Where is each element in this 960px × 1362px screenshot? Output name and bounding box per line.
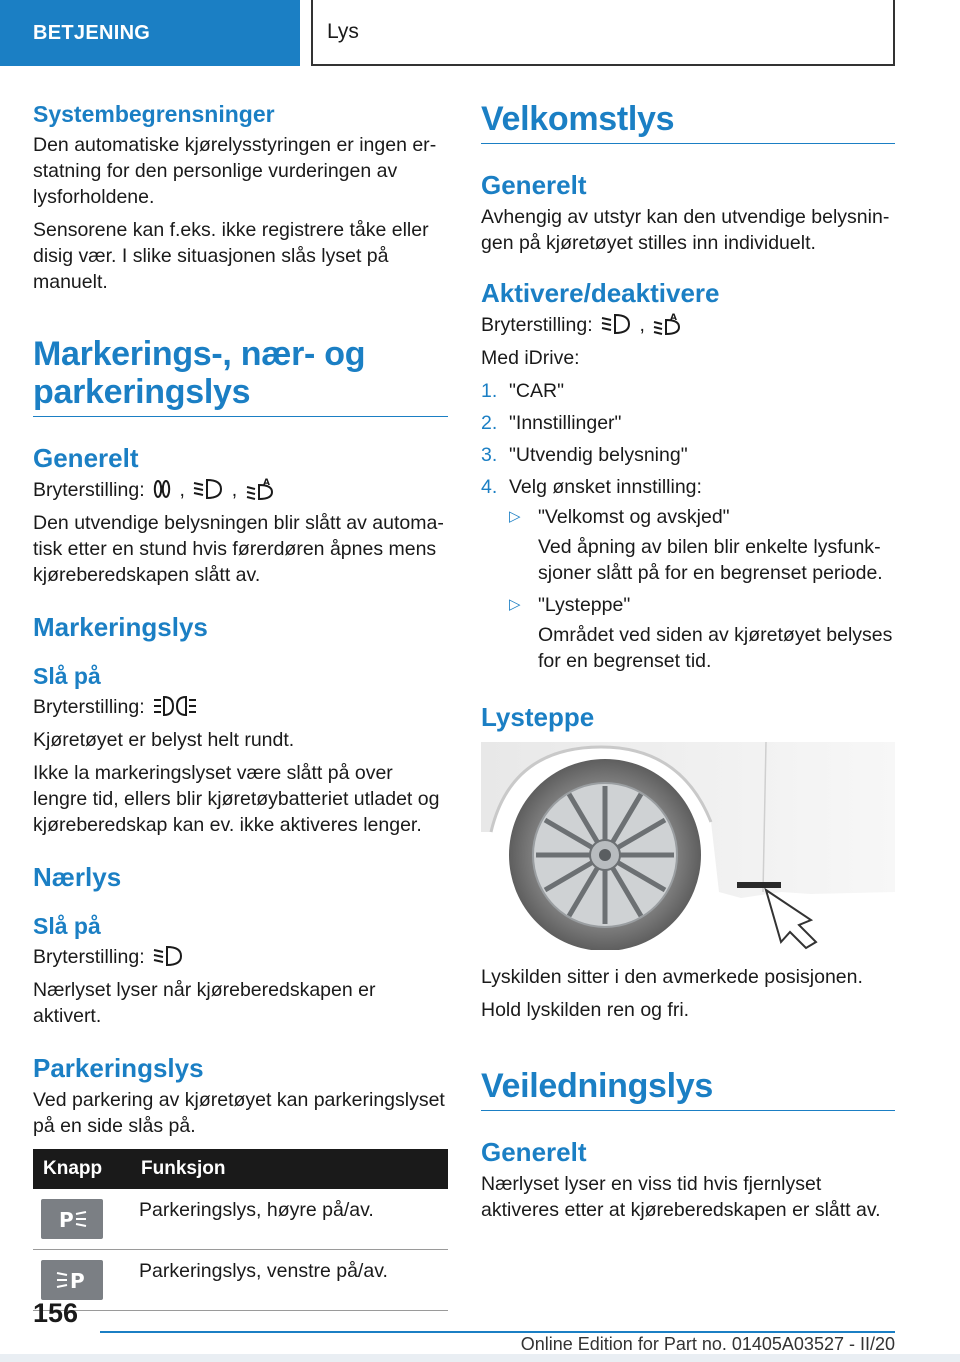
paragraph: Den automatiske kjørelysstyringen er ingen erstatning for den personlige vurderingen av lysforholdene. (33, 134, 437, 208)
list-item: ▷ "Velkomst og avskjed" Ved åpning av bilen blir enkelte lysfunksjoner slått på for en begrenset periode. (509, 506, 883, 584)
light-switch-off-icon (153, 478, 171, 500)
svg-text:P: P (59, 1208, 74, 1232)
auto-light-icon (653, 313, 683, 335)
triangle-bullet-icon: ▷ (509, 508, 521, 525)
parking-lights-table (33, 1149, 448, 1311)
paragraph: Sensorene kan f.eks. ikke registrere tåke eller disig vær. I slike situasjonen slås lyset på manuelt. (33, 219, 429, 293)
heading-generelt: Generelt (481, 170, 587, 200)
table-header-funksjon: Funksjon (131, 1149, 448, 1189)
switch-label: Bryterstilling: (33, 479, 145, 501)
paragraph: Avhengig av utstyr kan den utvendige belysningen på kjøretøyet stilles inn individuelt. (481, 206, 890, 254)
switch-position-line (33, 944, 448, 970)
switch-position-line: Bryterstilling: , A (481, 312, 895, 338)
heading-parkeringslys: Parkeringslys (33, 1053, 204, 1083)
footer-divider (100, 1331, 895, 1333)
heading-lysteppe: Lysteppe (481, 702, 595, 732)
chapter-title: Lys (311, 0, 895, 66)
right-column (481, 100, 895, 1223)
page-number: 156 (33, 1298, 79, 1328)
parking-right-button-icon (41, 1199, 103, 1239)
heading-markeringslys: Markeringslys (33, 612, 208, 642)
auto-light-icon (246, 478, 276, 500)
svg-text:A: A (670, 313, 678, 323)
low-beam-icon (193, 478, 223, 500)
heading-veiledningslys: Veiledningslys (481, 1067, 895, 1111)
list-item: 1. "CAR" (481, 380, 565, 402)
switch-position-line: Bryterstilling: , , A (33, 477, 448, 503)
list-item: ▷ "Lysteppe" Området ved siden av kjøretøyet belyses for en begrenset tid. (509, 594, 893, 672)
table-header-knapp: Knapp (33, 1149, 131, 1189)
options-list (509, 504, 895, 680)
heading-aktivere-deaktivere: Aktivere/deaktivere (481, 278, 720, 308)
left-column (33, 100, 448, 1311)
footer-bar (0, 1354, 960, 1362)
heading-sla-pa: Slå på (33, 663, 101, 689)
parking-lights-icon (153, 695, 197, 717)
paragraph: Den utvendige belysningen blir slått av automatisk etter en stund hvis førerdøren åpnes mens kjøreberedskapen slått av. (33, 512, 444, 586)
low-beam-icon (601, 313, 631, 335)
table-cell-function: Parkeringslys, høyre på/av. (131, 1189, 448, 1250)
parking-left-button-icon (41, 1260, 103, 1300)
low-beam-icon (153, 945, 183, 967)
heading-naerlys: Nærlys (33, 862, 122, 892)
list-item: 4. Velg ønsket innstilling: ▷ "Velkomst og avskjed" Ved åpning av bilen blir enkelte lysfunksjoner slått på for en begrenset periode. ▷ "Lysteppe" Området ved siden av kjøretøyet belyses for en begrenset tid. (481, 474, 895, 680)
paragraph: Nærlyset lyser når kjøreberedskapen er aktivert. (33, 979, 376, 1027)
paragraph: Nærlyset lyser en viss tid hvis fjernlyset aktiveres etter at kjøreberedskapen er slått av. (481, 1173, 881, 1221)
list-item: 3. "Utvendig belysning" (481, 444, 688, 466)
paragraph: Ikke la markeringslyset være slått på over lengre tid, ellers blir kjøretøybatteriet utladet og kjøreberedskap kan ev. ikke aktiveres lenger. (33, 762, 440, 836)
paragraph: Ved parkering av kjøretøyet kan parkeringslyset på en side slås på. (33, 1089, 445, 1137)
heading-generelt: Generelt (33, 443, 139, 473)
edition-note: Online Edition for Part no. 01405A03527 - II/20 (520, 1334, 895, 1354)
heading-systembegrensninger: Systembegrensninger (33, 101, 275, 127)
idrive-steps (481, 378, 895, 680)
heading-markerings-chapter: Markerings-, nær- og parkeringslys (33, 335, 448, 417)
paragraph: Kjøretøyet er belyst helt rundt. (33, 729, 295, 751)
paragraph: Med iDrive: (481, 347, 580, 369)
triangle-bullet-icon: ▷ (509, 596, 521, 613)
heading-sla-pa: Slå på (33, 913, 101, 939)
table-row (33, 1250, 448, 1311)
svg-text:A: A (262, 478, 270, 488)
paragraph: Hold lyskilden ren og fri. (481, 999, 690, 1021)
paragraph: Lyskilden sitter i den avmerkede posisjonen. (481, 966, 863, 988)
switch-label: Bryterstilling: (481, 314, 593, 336)
switch-label: Bryterstilling: (33, 946, 145, 968)
svg-text:P: P (70, 1269, 85, 1293)
heading-velkomstlys: Velkomstlys (481, 100, 895, 144)
section-tab: BETJENING (0, 0, 300, 66)
table-row (33, 1189, 448, 1250)
switch-label: Bryterstilling: (33, 696, 145, 718)
car-wheel-photo (481, 742, 895, 950)
list-item: 2. "Innstillinger" (481, 412, 622, 434)
heading-generelt: Generelt (481, 1137, 587, 1167)
switch-position-line (33, 694, 448, 720)
table-cell-function: Parkeringslys, venstre på/av. (131, 1250, 448, 1311)
